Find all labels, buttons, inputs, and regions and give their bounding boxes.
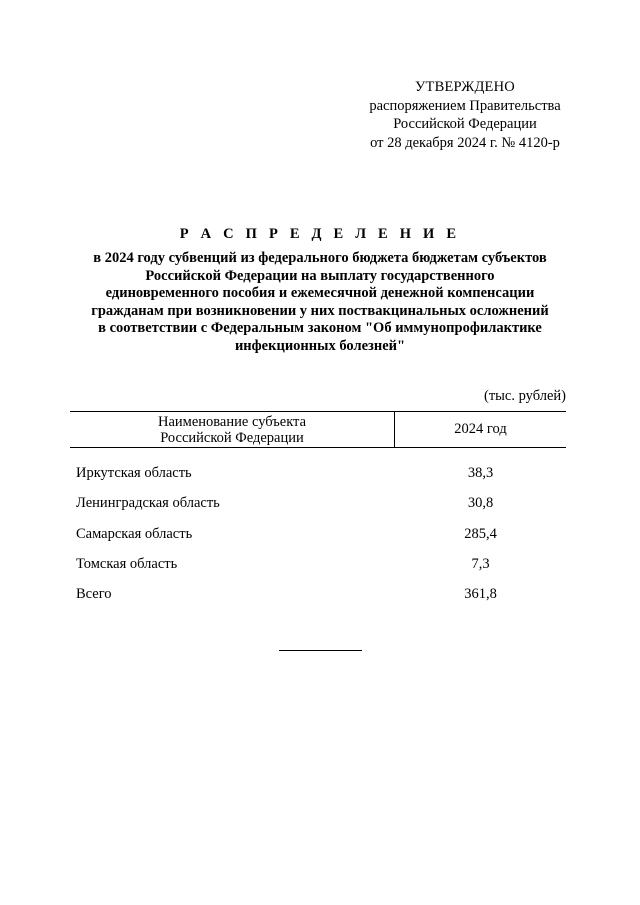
approval-line: распоряжением Правительства [369,97,561,114]
header-year: 2024 год [454,421,507,437]
end-divider [279,650,362,651]
subtitle-line: единовременного пособия и ежемесячной денежной компенсации [105,285,535,302]
subtitle-line: в соответствии с Федеральным законом "Об иммунопрофилактике [98,320,542,337]
region-name: Ленинградская область [76,495,220,512]
region-value: 30,8 [467,495,494,512]
document-heading: Р А С П Р Е Д Е Л Е Н И Е [179,226,461,242]
approval-stamp: УТВЕРЖДЕНО [415,79,515,95]
approval-line: от 28 декабря 2024 г. № 4120-р [370,134,560,151]
total-label: Всего [76,586,112,603]
table-row [70,554,566,584]
table-row [70,524,566,554]
region-name: Томская область [76,555,178,572]
subtitle-line: инфекционных болезней" [234,337,406,354]
header-name [70,412,395,447]
document-subtitle [60,250,580,356]
table-row [70,493,566,523]
region-value: 285,4 [464,525,497,542]
table-body [70,463,566,614]
total-value: 361,8 [464,586,497,603]
unit-label: (тыс. рублей) [484,388,566,404]
subtitle-line: в 2024 году субвенций из федерального бюджета бюджетам субъектов [93,250,547,266]
table-row [70,463,566,493]
header-name-line: Наименование субъекта [157,414,307,430]
table-header [70,411,566,448]
approval-block [340,78,590,152]
region-name: Иркутская область [76,465,192,481]
region-value: 38,3 [467,465,494,481]
region-value: 7,3 [471,555,490,572]
header-name-line: Российской Федерации [160,430,304,446]
subtitle-line: Российской Федерации на выплату государственного [145,267,495,284]
table-row-total [70,584,566,614]
approval-line: Российской Федерации [393,116,537,132]
region-name: Самарская область [76,525,193,542]
subtitle-line: гражданам при возникновении у них поствакцинальных осложнений [91,302,549,319]
